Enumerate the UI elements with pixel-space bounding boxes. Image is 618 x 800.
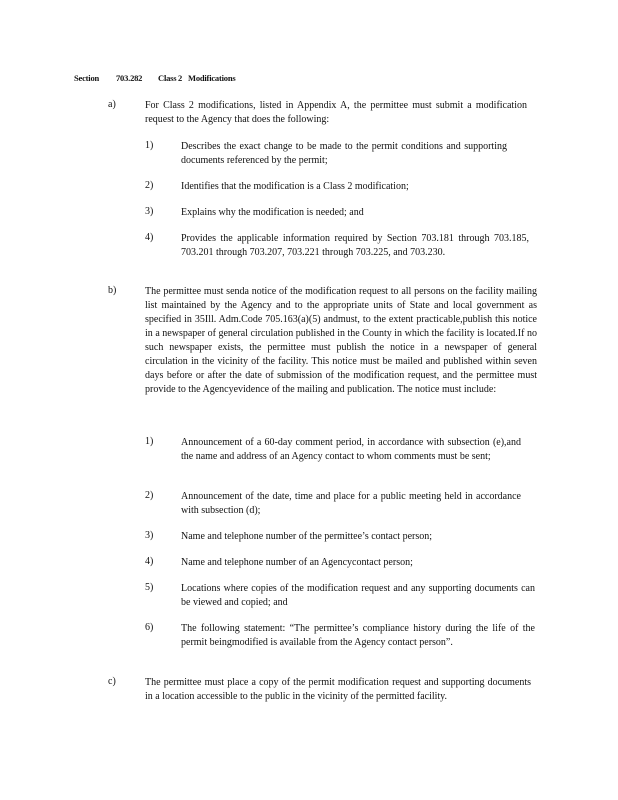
a-item-2-label: 2) [145,180,154,191]
b-item-1-label: 1) [145,436,154,447]
a-item-1-text: Describes the exact change to be made to the permit conditions and supporting documents referenced by the permit; [181,141,507,166]
subsection-b-label: b) [108,285,117,296]
b-item-4-label: 4) [145,556,154,567]
subsection-b-text: The permittee must senda notice of the modification request to all persons on the facility mailing list maintained by the Agency and to the appropriate units of State and local government as specified in 35Ill. Adm.Code 705.163(a)(5) andmust, to the extent practicable,publish this notice in a newspaper of general circulation published in the County in which the facility is located.If no such newspaper exists, the permittee must publish the notice in a newspaper of general circulation in the vicinity of the facility. This notice must be mailed and published within seven days before or after the date of submission of the modification request, and the permittee must provide to the Agencyevidence of the mailing and publication. The notice must include: [145,286,537,395]
a-item-4-text: Provides the applicable information required by Section 703.181 through 703.185, 703.201 through 703.207, 703.221 through 703.225, and 703.230. [181,233,529,258]
b-item-6-text: The following statement: “The permittee’s compliance history during the life of the permit beingmodified is available from the Agency contact person”. [181,623,535,648]
b-item-4-text: Name and telephone number of an Agencycontact person; [181,557,413,568]
b-item-2-text: Announcement of the date, time and place for a public meeting held in accordance with subsection (d); [181,491,521,516]
b-item-3-text: Name and telephone number of the permittee’s contact person; [181,531,433,542]
section-number: 703.282 [116,73,143,83]
a-item-3-label: 3) [145,206,154,217]
a-item-4-label: 4) [145,232,154,243]
subsection-a-label: a) [108,99,116,110]
class-number: 2 [178,73,183,83]
b-item-5-text: Locations where copies of the modification request and any supporting documents can be viewed and copied; and [181,583,535,608]
b-item-5-label: 5) [145,582,154,593]
b-item-1-text: Announcement of a 60-day comment period, in accordance with subsection (e),and the name and address of an Agency contact to whom comments must be sent; [181,437,521,462]
subsection-a-text: For Class 2 modifications, listed in Appendix A, the permittee must submit a modification request to the Agency that does the following: [145,100,527,125]
subsection-c-label: c) [108,676,116,687]
subsection-c-text: The permittee must place a copy of the permit modification request and supporting documents in a location accessible to the public in the vicinity of the permitted facility. [145,677,531,702]
section-title: Modifications [188,73,236,83]
a-item-2-text: Identifies that the modification is a Class 2 modification; [181,181,409,192]
section-heading [74,73,235,83]
class-word: Class [158,73,177,83]
a-item-1-label: 1) [145,140,154,151]
section-word: Section [74,73,100,83]
b-item-2-label: 2) [145,490,154,501]
b-item-6-label: 6) [145,622,154,633]
a-item-3-text: Explains why the modification is needed; and [181,207,364,218]
b-item-3-label: 3) [145,530,154,541]
